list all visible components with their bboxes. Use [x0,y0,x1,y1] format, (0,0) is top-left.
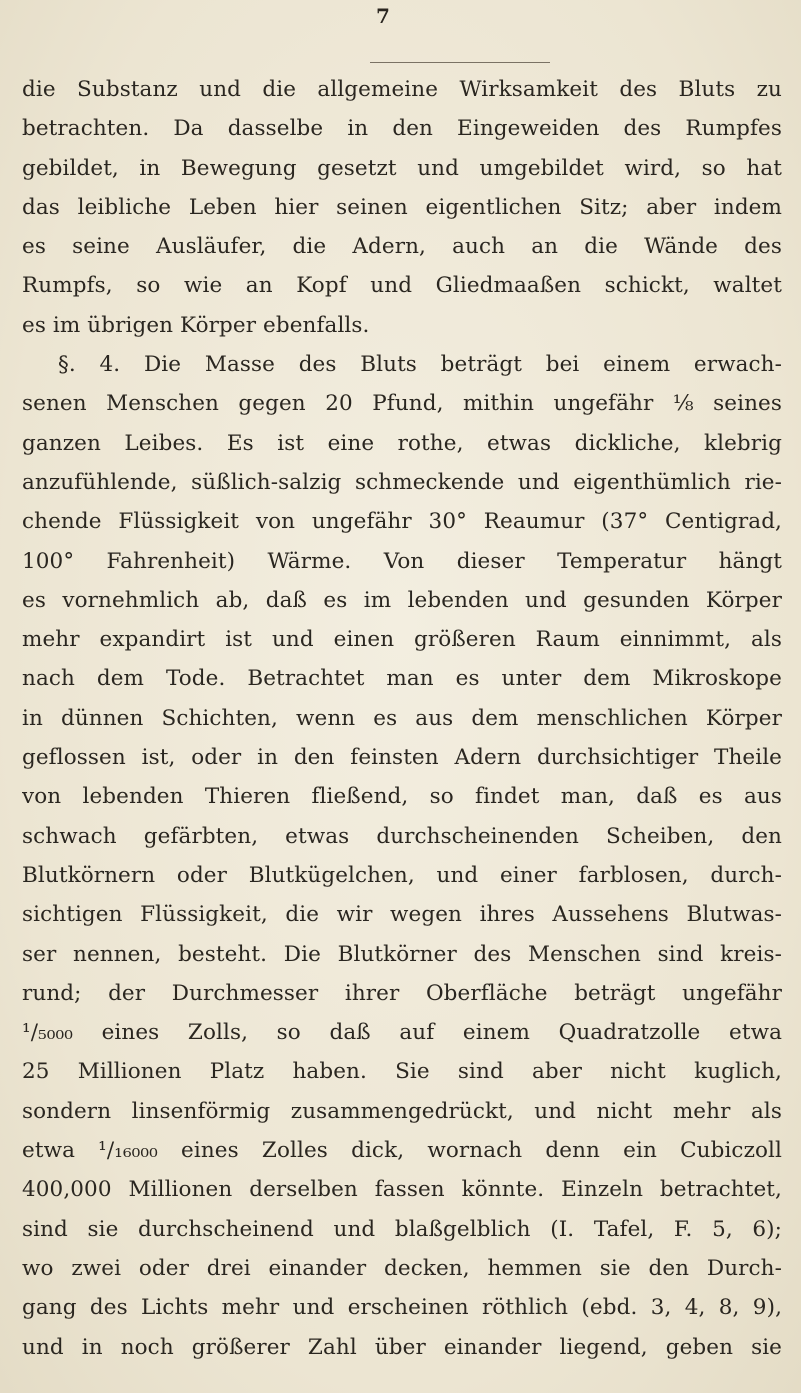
text-line: in dünnen Schichten, wenn es aus dem menschlichen Körper [22,705,782,731]
text-line: Blutkörnern oder Blutkügelchen, und einer farblosen, durch- [22,862,782,888]
text-line: es vornehmlich ab, daß es im lebenden und gesunden Körper [22,587,782,613]
text-line: sondern linsenförmig zusammengedrückt, und nicht mehr als [22,1098,782,1124]
text-line: rund; der Durchmesser ihrer Oberfläche beträgt ungefähr [22,980,782,1006]
text-line: 100° Fahrenheit) Wärme. Von dieser Temperatur hängt [22,548,782,574]
header-rule [370,62,550,63]
text-line: gebildet, in Bewegung gesetzt und umgebildet wird, so hat [22,155,782,181]
text-line: sichtigen Flüssigkeit, die wir wegen ihres Aussehens Blutwas- [22,902,782,928]
text-line: ganzen Leibes. Es ist eine rothe, etwas dickliche, klebrig [22,430,782,456]
text-line: anzufühlende, süßlich-salzig schmeckende und eigenthümlich rie- [22,469,782,495]
text-line-paragraph-end: es im übrigen Körper ebenfalls. [22,312,370,338]
text-line: Rumpfs, so wie an Kopf und Gliedmaaßen schickt, waltet [22,273,782,299]
text-line: 25 Millionen Platz haben. Sie sind aber nicht kuglich, [22,1059,782,1085]
text-line: geflossen ist, oder in den feinsten Adern durchsichtiger Theile [22,745,782,771]
text-line: gang des Lichts mehr und erscheinen röthlich (ebd. 3, 4, 8, 9), [22,1295,782,1321]
text-line: chende Flüssigkeit von ungefähr 30° Reaumur (37° Centigrad, [22,509,782,535]
text-line: und in noch größerer Zahl über einander liegend, geben sie [22,1334,782,1360]
text-line-section-start: §. 4. Die Masse des Bluts beträgt bei einem erwach- [58,352,782,378]
text-line: schwach gefärbten, etwas durchscheinenden Scheiben, den [22,823,782,849]
text-line: 400,000 Millionen derselben fassen könnte. Einzeln betrachtet, [22,1177,782,1203]
text-line: betrachten. Da dasselbe in den Eingeweiden des Rumpfes [22,116,782,142]
text-line: mehr expandirt ist und einen größeren Raum einnimmt, als [22,627,782,653]
text-line: ¹/₅₀₀₀ eines Zolls, so daß auf einem Quadratzolle etwa [22,1020,782,1046]
body-text [22,70,782,1367]
text-line: es seine Ausläufer, die Adern, auch an die Wände des [22,234,782,260]
text-line: wo zwei oder drei einander decken, hemmen sie den Durch- [22,1255,782,1281]
text-line: ser nennen, besteht. Die Blutkörner des Menschen sind kreis- [22,941,782,967]
text-line: nach dem Tode. Betrachtet man es unter dem Mikroskope [22,666,782,692]
text-line: die Substanz und die allgemeine Wirksamkeit des Bluts zu [22,77,782,102]
text-line: das leibliche Leben hier seinen eigentlichen Sitz; aber indem [22,194,782,220]
text-line: senen Menschen gegen 20 Pfund, mithin ungefähr ⅛ seines [22,391,782,417]
text-line: von lebenden Thieren fließend, so findet man, daß es aus [22,784,782,810]
text-line: sind sie durchscheinend und blaßgelblich (I. Tafel, F. 5, 6); [22,1216,782,1242]
text-line: etwa ¹/₁₆₀₀₀ eines Zolles dick, wornach denn ein Cubiczoll [22,1138,782,1164]
page-number: 7 [376,4,390,28]
